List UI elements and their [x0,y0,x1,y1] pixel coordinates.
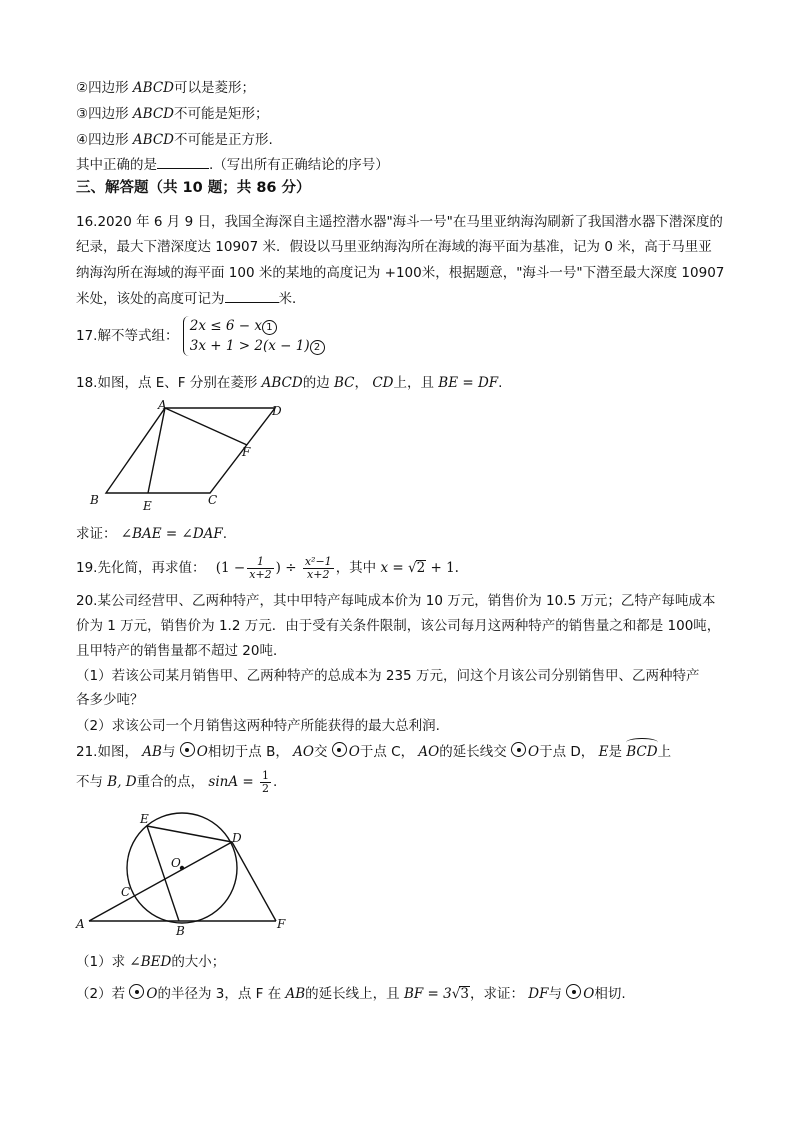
math-cd: CD [372,375,394,391]
statement-4 [76,130,273,150]
label-d: D [232,831,242,845]
q21-text: . [273,774,278,790]
fraction-half-num: 1 [262,768,270,782]
math-ao: AO [293,744,314,760]
fraction-1-num: 1 [247,556,273,569]
fraction-half-den: 2 [262,781,270,795]
circled-number-1: 1 [262,320,277,335]
q21-text: 于点 D， [539,744,599,760]
q20-part-2: （2）求该公司一个月销售这两种特产所能获得的最大总利润. [76,718,440,734]
statement-2-suffix: 可以是菱形； [173,80,255,96]
fraction-half [260,770,271,795]
circle-symbol [332,742,347,757]
q21-text: 的延长线上，且 [305,986,404,1002]
section-3-title: 三、解答题（共 10 题；共 86 分） [76,180,311,196]
q16-line-4 [76,288,306,309]
label-a: A [76,917,85,931]
angle-equation: ∠BAE = ∠DAF [120,526,223,542]
q21-text: 的延长线交 [439,744,512,760]
q21-text: ，求证： [469,986,529,1002]
math-o: O [348,744,360,760]
label-o: O [171,856,181,870]
label-e: E [143,499,152,513]
q21-text: 交 [314,744,332,760]
arc-bcd: BCD [626,744,658,760]
q20-line-1: 20.某公司经营甲、乙两种特产，其中甲特产每吨成本价为 10 万元，销售价为 10.5 万元；乙特产每吨成本 [76,593,716,609]
circle-figure [72,808,294,940]
sqrt-radicand: 3 [460,986,469,1002]
q18-text: 的边 [302,375,335,391]
sqrt-radicand: 2 [416,560,426,576]
q19-text: ，其中 [335,560,381,576]
statement-3-prefix: ③四边形 [76,106,133,122]
math-abcd: ABCD [132,80,174,96]
circle-symbol [511,742,526,757]
math-b-d: B, D [107,774,137,790]
q16-line-1: 16.2020 年 6 月 9 日，我国全海深自主遥控潜水器"海斗一号"在马里亚纳海沟刷新了我国潜水器下潜深度的 [76,214,723,230]
line-ad [89,842,232,921]
label-f: F [242,445,251,459]
q19 [76,554,459,582]
circled-number-2: 2 [310,340,325,355]
math-ab: AB [142,744,162,760]
circle-symbol [566,984,581,999]
label-c: C [121,885,131,899]
q16-line-3: 纳海沟所在海域的海平面 100 米的某地的高度记为 +100米，根据题意，"海斗一号"下潜至最大深度 10907 [76,265,725,281]
q21-line-1 [76,742,671,762]
fraction-1 [247,556,273,581]
q21-line-2 [76,768,277,796]
segment-af [165,408,247,445]
label-c: C [208,493,218,507]
q20-line-2: 价为 1 万元，销售价为 1.2 万元．由于受有关条件限制，该公司每月这两种特产的销售量之和都是 100吨， [76,618,721,634]
q17 [76,316,325,356]
segment-df [232,842,276,921]
q21-part-1 [76,952,225,972]
math-abcd: ABCD [132,106,174,122]
fraction-2-num: x²−1 [304,554,332,568]
q16-line-4-suffix: 米． [278,291,306,307]
answer-suffix: .（写出所有正确结论的序号） [209,157,389,173]
expr-divide: ) ÷ [275,560,297,576]
sqrt-sign: √ [451,986,461,1002]
q16-line-2: 纪录，最大下潜深度达 10907 米．假设以马里亚纳海沟所在海域的海平面为基准，记为 0 米，高于马里亚 [76,239,712,255]
statement-2-prefix: ②四边形 [76,80,133,96]
q18-text: ， [354,375,373,391]
statement-2 [76,78,255,98]
sin-a: sinA = [208,774,259,790]
fraction-1-den: x+2 [249,567,272,581]
inequality-system [183,316,325,356]
q21-text: 的大小； [171,954,226,970]
math-df: DF [528,986,549,1002]
answer-line [76,154,389,175]
prove-suffix: . [222,526,228,542]
answer-prefix: 其中正确的是 [76,157,157,173]
fraction-2-den: x+2 [307,567,330,581]
label-e: E [140,812,149,826]
label-a: A [158,398,167,412]
q20-part-1-line-2: 各多少吨？ [76,692,144,708]
q18-text: 上，且 [393,375,439,391]
x-equals: x = [380,560,408,576]
math-o: O [196,744,208,760]
math-abcd: ABCD [261,375,303,391]
math-be-eq-df: BE = DF [438,375,499,391]
q18-text: 18.如图，点 E、F 分别在菱形 [76,375,262,391]
math-abcd: ABCD [132,132,174,148]
q21-text: （2）若 [76,986,130,1002]
math-ab: AB [285,986,306,1002]
statement-3 [76,104,268,124]
math-ao: AO [418,744,440,760]
q21-text: 21.如图， [76,744,143,760]
math-o: O [528,744,540,760]
label-d: D [272,404,282,418]
q21-text: 重合的点， [136,774,209,790]
q16-answer-blank[interactable] [225,288,279,303]
statement-4-prefix: ④四边形 [76,132,133,148]
q18-statement [76,373,502,393]
q21-text: （1）求 [76,954,130,970]
q21-text: 不与 [76,774,108,790]
q21-text: 于点 C， [359,744,419,760]
q21-text: 相切. [594,986,626,1002]
math-o: O [146,986,158,1002]
math-bc: BC [334,375,355,391]
answer-blank[interactable] [157,154,209,169]
q21-text: 相切于点 B， [207,744,294,760]
prove-prefix: 求证： [76,526,121,542]
math-e: E [598,744,609,760]
math-bf: BF = 3 [403,986,452,1002]
q21-text: 与 [548,986,567,1002]
circle-symbol [129,984,144,999]
fraction-2 [303,556,334,581]
statement-4-suffix: 不可能是正方形. [173,132,273,148]
label-f: F [277,917,286,931]
q16-line-4-prefix: 米处，该处的高度可记为 [76,291,225,307]
statement-3-suffix: 不可能是矩形； [173,106,269,122]
q18-prove [76,524,227,544]
inequality-2: 3x + 1 > 2(x − 1) [189,338,310,354]
math-o: O [583,986,595,1002]
q19-text: 19.先化简，再求值： [76,560,206,576]
sqrt-sign: √ [408,560,417,576]
label-b: B [90,493,99,507]
q21-text: 的半径为 3，点 F 在 [157,986,286,1002]
q21-part-2 [76,984,626,1004]
rhombus-figure [80,398,300,516]
angle-bed: ∠BED [129,954,172,970]
inequality-1: 2x ≤ 6 − x [189,318,262,334]
q21-text: 与 [161,744,180,760]
expr-open: (1 − [215,560,246,576]
q17-label: 17.解不等式组： [76,328,179,344]
q20-line-3: 且甲特产的销售量都不超过 20吨． [76,643,287,659]
circle-symbol [180,742,195,757]
q19-tail: + 1. [426,560,459,576]
q21-text: 是 [608,744,627,760]
q21-text: 上 [657,744,672,760]
label-b: B [176,924,185,938]
q20-part-1-line-1: （1）若该公司某月销售甲、乙两种特产的总成本为 235 万元，问这个月该公司分别销售甲、乙两种特产 [76,668,700,684]
q18-text: . [498,375,503,391]
